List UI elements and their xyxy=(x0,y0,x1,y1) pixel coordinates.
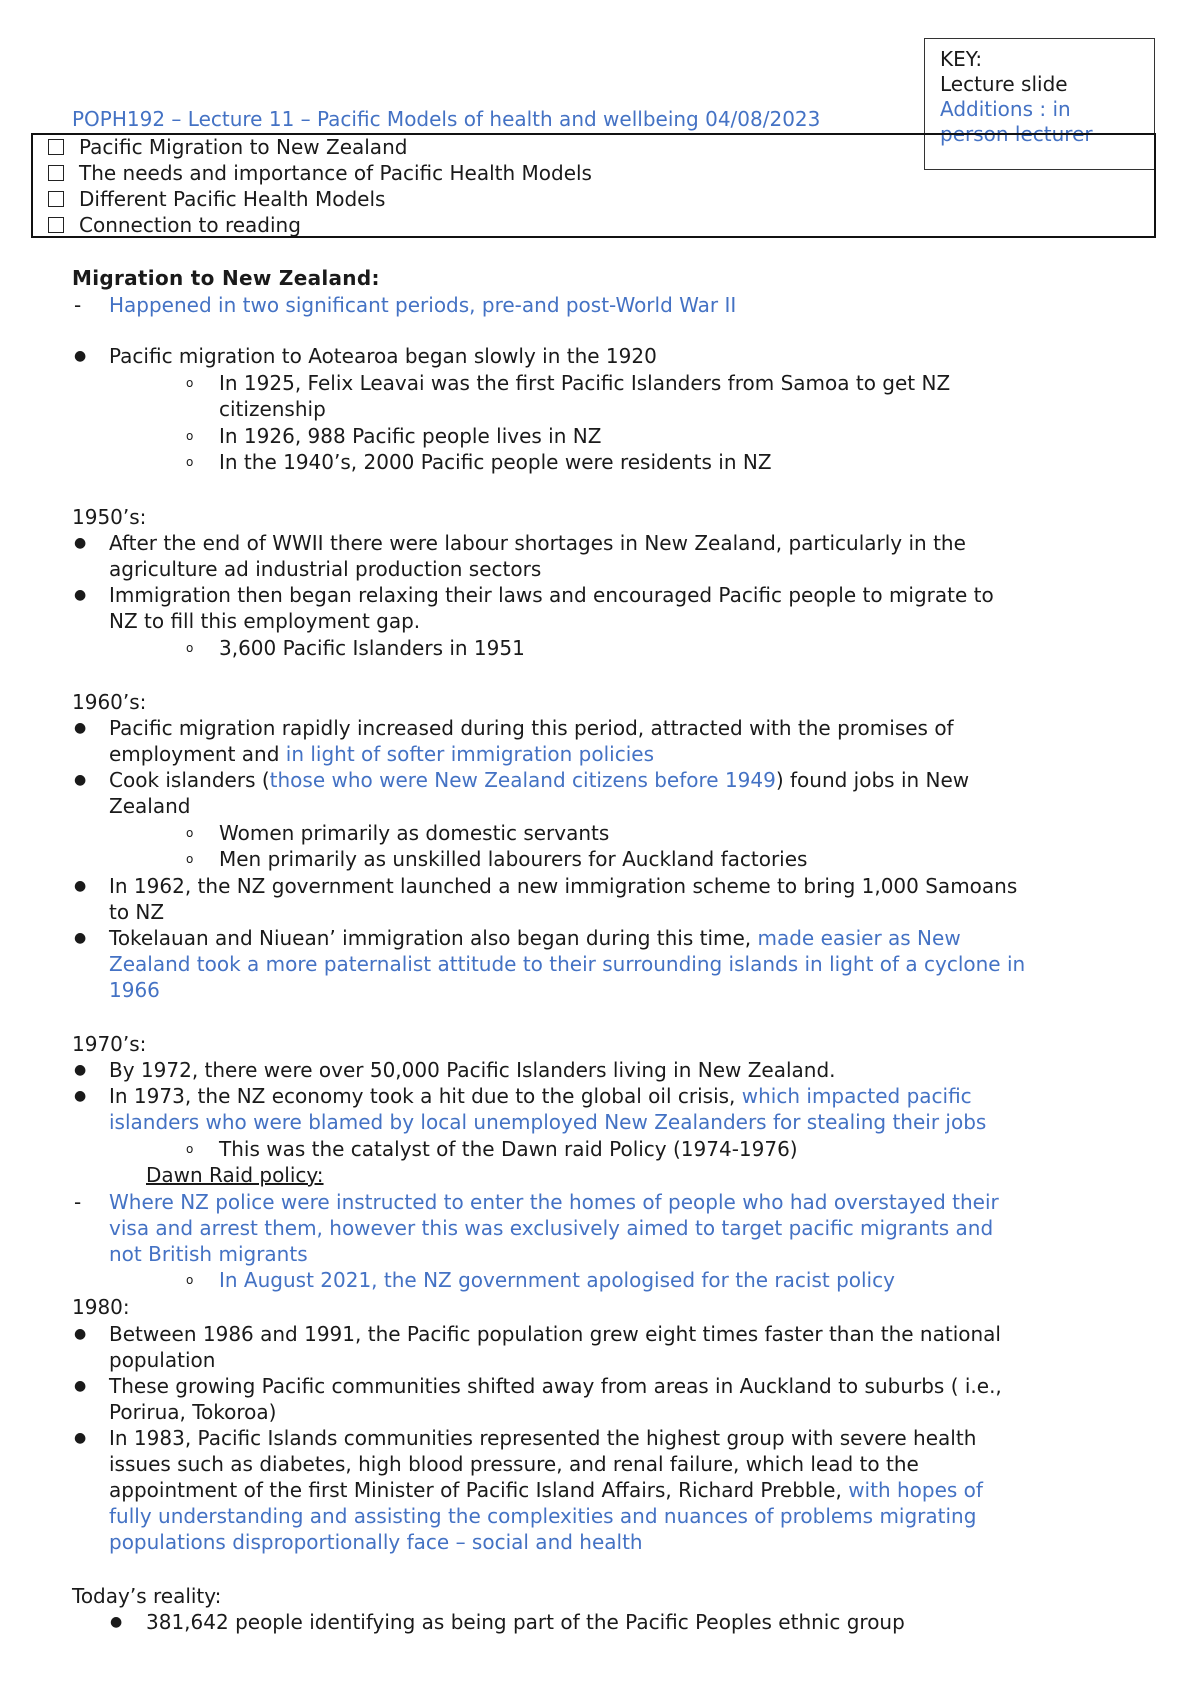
section-heading: Migration to New Zealand: xyxy=(72,266,380,290)
key-additions-1: Additions : in xyxy=(940,97,1071,121)
checkbox-icon xyxy=(48,165,64,181)
objective-item: Pacific Migration to New Zealand xyxy=(48,134,407,160)
text-line: 381,642 people identifying as being part of the Pacific Peoples ethnic group xyxy=(146,1610,905,1634)
bullet-icon: ● xyxy=(74,1378,87,1394)
text-line: Zealand xyxy=(109,794,191,818)
bullet-icon: ● xyxy=(74,1088,87,1104)
text-line: Pacific migration to Aotearoa began slowly in the 1920 xyxy=(109,344,657,368)
dash-icon: - xyxy=(74,1190,82,1214)
text-line: In 1962, the NZ government launched a new immigration scheme to bring 1,000 Samoans xyxy=(109,874,1018,898)
text-line: This was the catalyst of the Dawn raid Policy (1974-1976) xyxy=(219,1137,798,1161)
text-line: 3,600 Pacific Islanders in 1951 xyxy=(219,636,525,660)
text-line: appointment of the first Minister of Pacific Island Affairs, Richard Prebble, with hopes of xyxy=(109,1478,983,1502)
text-line: Where NZ police were instructed to enter the homes of people who had overstayed their xyxy=(109,1190,999,1214)
text-line: employment and in light of softer immigration policies xyxy=(109,742,654,766)
text-line: Tokelauan and Niuean’ immigration also began during this time, made easier as New xyxy=(109,926,961,950)
bullet-icon: ● xyxy=(110,1614,123,1630)
section-heading: 1970’s: xyxy=(72,1032,147,1056)
circle-bullet-icon: o xyxy=(186,641,194,655)
bullet-icon: ● xyxy=(74,535,87,551)
text-line: By 1972, there were over 50,000 Pacific Islanders living in New Zealand. xyxy=(109,1058,836,1082)
key-label: KEY: xyxy=(940,47,983,71)
checkbox-icon xyxy=(48,217,64,233)
circle-bullet-icon: o xyxy=(186,376,194,390)
text-line: In 1983, Pacific Islands communities represented the highest group with severe health xyxy=(109,1426,977,1450)
circle-bullet-icon: o xyxy=(186,852,194,866)
bullet-icon: ● xyxy=(74,930,87,946)
bullet-icon: ● xyxy=(74,1326,87,1342)
text-line: After the end of WWII there were labour shortages in New Zealand, particularly in the xyxy=(109,531,966,555)
text-line: Men primarily as unskilled labourers for Auckland factories xyxy=(219,847,808,871)
checkbox-icon xyxy=(48,139,64,155)
text-line: population xyxy=(109,1348,216,1372)
objective-item: Connection to reading xyxy=(48,212,301,238)
text-line: Zealand took a more paternalist attitude to their surrounding islands in light of a cyclone in xyxy=(109,952,1026,976)
bullet-icon: ● xyxy=(74,772,87,788)
circle-bullet-icon: o xyxy=(186,429,194,443)
section-heading: Today’s reality: xyxy=(72,1584,222,1608)
bullet-icon: ● xyxy=(74,348,87,364)
sub-heading: Dawn Raid policy: xyxy=(146,1163,324,1187)
bullet-icon: ● xyxy=(74,1062,87,1078)
section-heading: 1980: xyxy=(72,1295,130,1319)
section-heading: 1950’s: xyxy=(72,505,147,529)
key-additions-2: person lecturer xyxy=(940,122,1093,146)
text-line: islanders who were blamed by local unemployed New Zealanders for stealing their jobs xyxy=(109,1110,987,1134)
circle-bullet-icon: o xyxy=(186,1142,194,1156)
text-line: agriculture ad industrial production sectors xyxy=(109,557,542,581)
circle-bullet-icon: o xyxy=(186,455,194,469)
text-line: Happened in two significant periods, pre-and post-World War II xyxy=(109,293,737,317)
text-line: fully understanding and assisting the complexities and nuances of problems migrating xyxy=(109,1504,977,1528)
page-title: POPH192 – Lecture 11 – Pacific Models of health and wellbeing 04/08/2023 xyxy=(72,107,821,131)
key-lecture-slide: Lecture slide xyxy=(940,72,1068,96)
text-line: In 1925, Felix Leavai was the first Pacific Islanders from Samoa to get NZ xyxy=(219,371,951,395)
objective-item: The needs and importance of Pacific Health Models xyxy=(48,160,592,186)
circle-bullet-icon: o xyxy=(186,1273,194,1287)
text-line: visa and arrest them, however this was exclusively aimed to target pacific migrants and xyxy=(109,1216,994,1240)
dash-icon: - xyxy=(74,293,82,317)
text-line: Between 1986 and 1991, the Pacific population grew eight times faster than the national xyxy=(109,1322,1001,1346)
bullet-icon: ● xyxy=(74,587,87,603)
text-line: to NZ xyxy=(109,900,165,924)
text-line: Pacific migration rapidly increased during this period, attracted with the promises of xyxy=(109,716,954,740)
text-line: Cook islanders (those who were New Zealand citizens before 1949) found jobs in New xyxy=(109,768,970,792)
bullet-icon: ● xyxy=(74,720,87,736)
text-line: In 1926, 988 Pacific people lives in NZ xyxy=(219,424,602,448)
checkbox-icon xyxy=(48,191,64,207)
text-line: Women primarily as domestic servants xyxy=(219,821,610,845)
circle-bullet-icon: o xyxy=(186,826,194,840)
text-line: These growing Pacific communities shifted away from areas in Auckland to suburbs ( i.e., xyxy=(109,1374,1002,1398)
text-line: Immigration then began relaxing their laws and encouraged Pacific people to migrate to xyxy=(109,583,994,607)
text-line: not British migrants xyxy=(109,1242,308,1266)
bullet-icon: ● xyxy=(74,878,87,894)
text-line: populations disproportionally face – social and health xyxy=(109,1530,643,1554)
text-line: citizenship xyxy=(219,397,326,421)
objective-item: Different Pacific Health Models xyxy=(48,186,385,212)
section-heading: 1960’s: xyxy=(72,690,147,714)
text-line: In 1973, the NZ economy took a hit due to the global oil crisis, which impacted pacific xyxy=(109,1084,972,1108)
text-line: 1966 xyxy=(109,978,160,1002)
bullet-icon: ● xyxy=(74,1430,87,1446)
text-line: Porirua, Tokoroa) xyxy=(109,1400,277,1424)
text-line: issues such as diabetes, high blood pressure, and renal failure, which lead to the xyxy=(109,1452,919,1476)
text-line: In August 2021, the NZ government apologised for the racist policy xyxy=(219,1268,895,1292)
text-line: In the 1940’s, 2000 Pacific people were residents in NZ xyxy=(219,450,772,474)
text-line: NZ to fill this employment gap. xyxy=(109,609,421,633)
